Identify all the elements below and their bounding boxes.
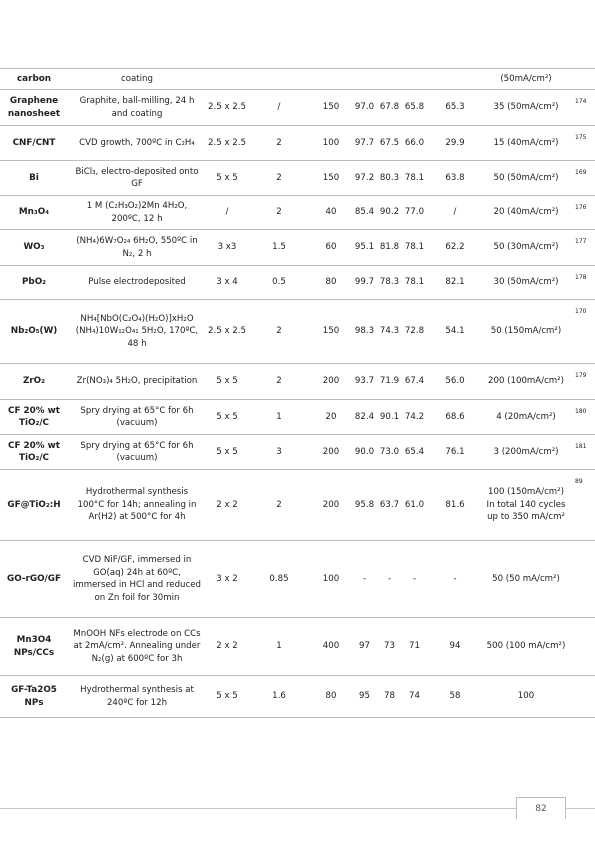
synthesis-cell: Spry drying at 65°C for 6h (vacuum) [80,440,194,463]
loading-cell: 2 [276,207,282,218]
size-cell: 3 x 4 [216,277,238,288]
capacity-cell: 94 [449,641,461,652]
material-cell: GF-Ta2O5 NPs [11,685,57,708]
capacity-cell: 65.3 [445,102,465,113]
table-row [0,541,595,618]
current-cell: (50mA/cm²) [500,73,552,84]
synthesis-cell: CVD growth, 700ºC in C₂H₄ [79,137,195,148]
reference-cell: 176 [575,204,587,211]
material-cell: WO₃ [23,242,45,253]
loading-cell: 1.6 [272,691,286,702]
capacity-cell: 56.0 [445,376,465,387]
current-cell: 35 (50mA/cm²) [493,102,559,113]
efficiency2-cell: 67.5 [379,137,400,148]
footer-rule [0,808,595,809]
size-cell: 3 x 2 [216,573,238,584]
capacity-cell: - [453,573,457,584]
loading-cell: 0.5 [272,277,286,288]
capacity-cell: 29.9 [445,137,465,148]
material-cell: carbon [16,73,52,84]
loading-cell: 3 [276,446,282,457]
efficiency2-cell: 73.0 [379,446,400,457]
material-cell: Mn3O4 NPs/CCs [13,635,55,658]
efficiency1-cell: 98.3 [354,326,375,337]
table-row [0,68,595,90]
size-cell: 2 x 2 [216,641,238,652]
reference-cell [569,618,595,624]
efficiency3-cell: 71 [409,641,420,652]
cycles-cell: 80 [325,691,337,702]
table-row [0,676,595,718]
material-cell: PbO₂ [21,277,47,288]
reference-cell: 180 [575,408,587,415]
material-cell: CNF/CNT [12,137,56,148]
capacity-cell: 58 [449,691,461,702]
efficiency1-cell: 99.7 [354,277,375,288]
efficiency3-cell: 74.2 [404,411,425,422]
table-row [0,196,595,230]
efficiency3-cell: 61.0 [404,499,425,510]
efficiency1-cell: 97.7 [354,137,375,148]
efficiency1-cell: 95 [359,691,370,702]
reference-cell [569,676,595,682]
current-cell: 30 (50mA/cm²) [493,277,559,288]
table-row [0,126,595,161]
page-number: 82 [516,797,566,819]
loading-cell: 2 [276,499,282,510]
current-cell: 200 (100mA/cm²) [488,376,564,387]
efficiency2-cell: 81.8 [379,242,400,253]
table-row [0,470,595,541]
reference-cell: 169 [575,169,587,176]
cycles-cell: 200 [322,499,340,510]
material-cell: CF 20% wt TiO₂/C [8,405,60,428]
synthesis-cell: Zr(NO₃)₄ 5H₂O, precipitation [76,376,198,387]
efficiency1-cell: 97.2 [354,172,375,183]
synthesis-cell: (NH₄)6W₇O₂₄ 6H₂O, 550ºC in N₂, 2 h [76,236,198,259]
reference-cell: 181 [575,443,587,450]
current-cell: 50 (50 mA/cm²) [492,573,560,584]
efficiency2-cell: - [387,573,392,584]
size-cell: 3 x3 [217,242,237,253]
loading-cell: / [277,102,281,113]
table-row [0,230,595,266]
cycles-cell: 80 [325,277,337,288]
reference-cell: 175 [575,134,587,141]
capacity-cell: 63.8 [445,172,465,183]
efficiency1-cell: 82.4 [354,411,375,422]
size-cell: 2.5 x 2.5 [208,102,246,113]
loading-cell: 2 [276,326,282,337]
efficiency1-cell: 95.8 [354,499,375,510]
loading-cell: 1 [276,641,282,652]
size-cell: 2.5 x 2.5 [208,137,246,148]
table-row [0,161,595,196]
synthesis-cell: CVD NiF/GF, immersed in GO(aq) 24h at 60ºC, immersed in HCl and reduced on Zn foil for 30min [73,555,201,603]
current-cell: 500 (100 mA/cm²) [486,641,566,652]
efficiency1-cell: 95.1 [354,242,375,253]
synthesis-cell: NH₄[NbO(C₂O₄)(H₂O)]xH₂O (NH₄)10W₁₂O₄₁ 5H₂O, 170ºC, 48 h [75,313,199,349]
current-cell: 50 (150mA/cm²) [490,326,562,337]
material-cell: GO-rGO/GF [7,573,61,584]
reference-cell: 89 [575,478,583,485]
cycles-cell: 150 [322,172,340,183]
material-cell: CF 20% wt TiO₂/C [8,440,60,463]
size-cell: 5 x 5 [216,446,238,457]
synthesis-cell: Pulse electrodeposited [88,277,186,288]
current-cell: 50 (30mA/cm²) [493,242,559,253]
efficiency3-cell: 78.1 [404,242,425,253]
reference-cell: 179 [575,372,587,379]
cycles-cell: 150 [322,326,340,337]
material-cell: Mn₃O₄ [18,207,50,218]
size-cell: 5 x 5 [216,411,238,422]
efficiency3-cell: 66.0 [404,137,425,148]
loading-cell: 2 [276,137,282,148]
material-cell: Graphene nanosheet [7,96,61,119]
table-row [0,300,595,364]
loading-cell: 2 [276,172,282,183]
current-cell: 4 (20mA/cm²) [496,411,556,422]
capacity-cell: 81.6 [445,499,465,510]
table-row [0,618,595,676]
current-cell: 20 (40mA/cm²) [493,207,559,218]
synthesis-cell: MnOOH NFs electrode on CCs at 2mA/cm². Annealing under N₂(g) at 600ºC for 3h [73,628,201,664]
efficiency3-cell: 65.4 [404,446,425,457]
synthesis-cell: coating [121,73,153,84]
efficiency3-cell: - [412,573,417,584]
loading-cell: 2 [276,376,282,387]
material-cell: ZrO₂ [22,376,46,387]
efficiency3-cell: 67.4 [404,376,425,387]
efficiency1-cell: 90.0 [354,446,375,457]
data-table [0,68,595,718]
size-cell: 2.5 x 2.5 [208,326,246,337]
efficiency1-cell: 93.7 [354,376,375,387]
table-row [0,90,595,126]
efficiency1-cell: - [362,573,367,584]
material-cell: Nb₂O₅(W) [10,326,58,337]
efficiency1-cell: 97 [359,641,370,652]
cycles-cell: 400 [322,641,340,652]
efficiency3-cell: 78.1 [404,277,425,288]
efficiency3-cell: 77.0 [404,207,425,218]
capacity-cell: / [453,207,457,218]
loading-cell: 1.5 [272,242,286,253]
efficiency2-cell: 71.9 [379,376,400,387]
efficiency2-cell: 80.3 [379,172,400,183]
reference-cell [569,541,595,547]
material-cell: GF@TiO₂:H [7,499,61,510]
capacity-cell: 82.1 [445,277,465,288]
size-cell: 5 x 5 [216,172,238,183]
size-cell: 5 x 5 [216,376,238,387]
size-cell: 5 x 5 [216,691,238,702]
capacity-cell: 54.1 [445,326,465,337]
loading-cell: 0.85 [269,573,289,584]
reference-cell: 177 [575,238,587,245]
current-cell: 3 (200mA/cm²) [493,446,559,457]
efficiency1-cell: 85.4 [354,207,375,218]
capacity-cell: 68.6 [445,411,465,422]
reference-cell [569,69,595,75]
table-row [0,400,595,435]
efficiency2-cell: 73 [384,641,395,652]
cycles-cell: 100 [322,137,340,148]
efficiency3-cell: 65.8 [404,102,425,113]
table-row [0,364,595,400]
synthesis-cell: Hydrothermal synthesis at 240ºC for 12h [80,685,194,708]
synthesis-cell: 1 M (C₂H₃O₂)2Mn 4H₂O, 200ºC, 12 h [86,201,188,224]
current-cell: 50 (50mA/cm²) [493,172,559,183]
size-cell: / [225,207,229,218]
capacity-cell: 62.2 [445,242,465,253]
cycles-cell: 150 [322,102,340,113]
reference-cell: 174 [575,98,587,105]
material-cell: Bi [29,172,39,183]
synthesis-cell: Spry drying at 65°C for 6h (vacuum) [80,405,194,428]
efficiency2-cell: 74.3 [379,326,400,337]
efficiency2-cell: 63.7 [379,499,400,510]
efficiency1-cell: 97.0 [354,102,375,113]
current-cell: 100 (150mA/cm²) In total 140 cycles up to 350 mA/cm² [486,487,566,523]
efficiency2-cell: 78 [384,691,395,702]
efficiency2-cell: 78.3 [379,277,400,288]
table-row [0,435,595,470]
current-cell: 15 (40mA/cm²) [493,137,559,148]
efficiency3-cell: 74 [409,691,420,702]
cycles-cell: 100 [322,573,340,584]
synthesis-cell: BiCl₃, electro-deposited onto GF [75,166,199,189]
current-cell: 100 [517,691,535,702]
reference-cell: 170 [575,308,587,315]
cycles-cell: 60 [325,242,337,253]
cycles-cell: 40 [325,207,337,218]
cycles-cell: 200 [322,446,340,457]
cycles-cell: 200 [322,376,340,387]
cycles-cell: 20 [325,411,337,422]
efficiency2-cell: 90.1 [379,411,400,422]
efficiency2-cell: 67.8 [379,102,400,113]
loading-cell: 1 [276,411,282,422]
size-cell: 2 x 2 [216,499,238,510]
efficiency3-cell: 72.8 [404,326,425,337]
reference-cell: 178 [575,274,587,281]
synthesis-cell: Hydrothermal synthesis 100°C for 14h; annealing in Ar(H2) at 500°C for 4h [77,487,197,523]
efficiency3-cell: 78.1 [404,172,425,183]
table-row [0,266,595,300]
synthesis-cell: Graphite, ball-milling, 24 h and coating [79,96,195,119]
efficiency2-cell: 90.2 [379,207,400,218]
capacity-cell: 76.1 [445,446,465,457]
